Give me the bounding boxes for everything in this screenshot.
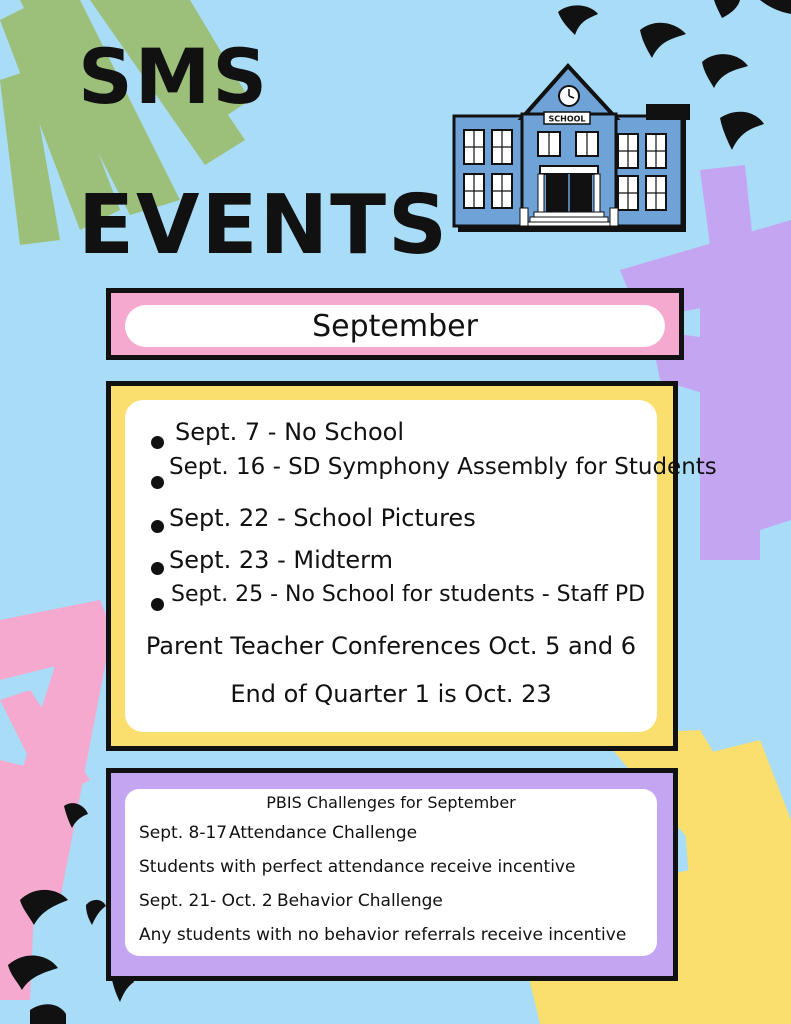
list-item: Sept. 25 - No School for students - Staff PD	[171, 582, 646, 607]
list-item: Sept. 22 - School Pictures	[169, 504, 476, 532]
pbis-attendance-title: Attendance Challenge	[229, 823, 418, 843]
events-list	[125, 400, 717, 732]
pbis-heading: PBIS Challenges for September	[266, 793, 516, 812]
title-line-events: EVENTS	[78, 178, 450, 273]
month-banner	[106, 288, 684, 360]
title-line-sms: SMS	[78, 32, 270, 121]
pbis-panel	[106, 768, 678, 981]
pbis-attendance-detail: Students with perfect attendance receive incentive	[139, 857, 576, 877]
bullet-icon	[151, 520, 164, 533]
pbis-content	[125, 789, 657, 956]
events-panel	[106, 381, 717, 751]
pbis-attendance-date: Sept. 8-17	[139, 823, 228, 843]
month-label: September	[125, 305, 665, 347]
pbis-behavior-date: Sept. 21- Oct. 2	[139, 891, 273, 911]
school-building-icon	[450, 58, 695, 238]
pbis-behavior-detail: Any students with no behavior referrals receive incentive	[139, 925, 627, 945]
pbis-behavior-title: Behavior Challenge	[277, 891, 443, 911]
school-sign-text: SCHOOL	[548, 114, 586, 124]
bullet-icon	[151, 562, 164, 575]
conferences-note: Parent Teacher Conferences Oct. 5 and 6	[145, 632, 637, 660]
bullet-icon	[151, 476, 164, 489]
list-item: Sept. 7 - No School	[175, 418, 405, 446]
bullet-icon	[151, 436, 164, 449]
bullet-icon	[151, 598, 164, 611]
list-item: Sept. 16 - SD Symphony Assembly for Students	[169, 454, 717, 480]
pink-brush-strokes	[0, 600, 120, 1000]
list-item: Sept. 23 - Midterm	[169, 546, 393, 574]
quarter-end-note: End of Quarter 1 is Oct. 23	[230, 680, 552, 708]
